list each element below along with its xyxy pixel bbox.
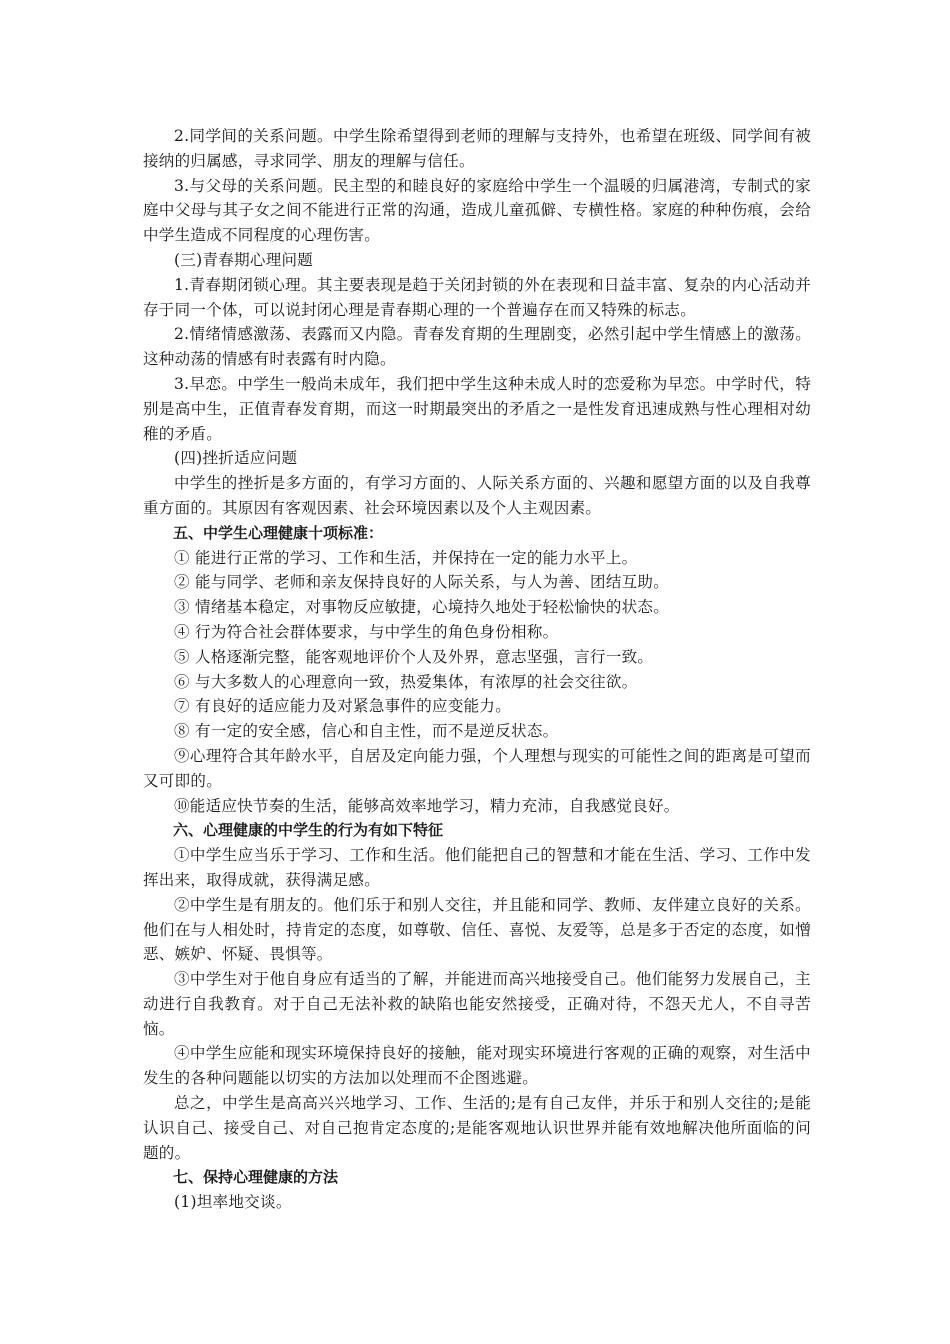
section-heading: 七、保持心理健康的方法 (173, 1168, 339, 1187)
section-heading: 五、中学生心理健康十项标准： (173, 523, 384, 542)
paragraph: 2.同学间的关系问题。中学生除希望得到老师的理解与支持外，也希望在班级、同学间有被接纳的归属感，寻求同学、朋友的理解与信任。 (143, 127, 811, 170)
list-item: ⑤ 人格逐渐完整，能客观地评价个人及外界，意志坚强，言行一致。 (174, 647, 654, 666)
paragraph: 2.情绪情感激荡、表露而又内隐。青春发育期的生理剧变，必然引起中学生情感上的激荡。这种动荡的情感有时表露有时内隐。 (143, 325, 811, 369)
list-item: ②中学生是有朋友的。他们乐于和别人交往，并且能和同学、教师、友伴建立良好的关系。他们在与人相处时，持肯定的态度，如尊敬、信任、喜悦、友爱等，总是多于否定的态度，如憎恶、嫉妒、怀疑、畏惧等。 (143, 895, 811, 964)
paragraph: 总之，中学生是高高兴兴地学习、工作、生活的;是有自己友伴，并乐于和别人交往的;是能认识自己、接受自己、对自己抱肯定态度的;是能客观地认识世界并能有效地解决他所面临的问题的。 (143, 1094, 811, 1162)
list-item: ⑥ 与大多数人的心理意向一致，热爱集体，有浓厚的社会交往欲。 (174, 672, 638, 691)
paragraph: 3.早恋。中学生一般尚未成年，我们把中学生这种未成人时的恋爱称为早恋。中学时代，特别是高中生，正值青春发育期，而这一时期最突出的矛盾之一是性发育迅速成熟与性心理相对幼稚的矛盾。 (143, 374, 811, 443)
list-item: ④ 行为符合社会群体要求，与中学生的角色身份相称。 (174, 622, 559, 641)
list-item: ① 能进行正常的学习、工作和生活，并保持在一定的能力水平上。 (174, 548, 638, 567)
list-item: ⑧ 有一定的安全感，信心和自主性，而不是逆反状态。 (174, 722, 559, 741)
list-item: ④中学生应能和现实环境保持良好的接触，能对现实环境进行客观的正确的观察，对生活中发生的各种问题能以切实的方法加以处理而不企图逃避。 (143, 1044, 811, 1088)
paragraph: 3.与父母的关系问题。民主型的和睦良好的家庭给中学生一个温暖的归属港湾，专制式的家庭中父母与其子女之间不能进行正常的沟通，造成儿童孤僻、专横性格。家庭的种种伤痕，会给中学生造成不同程度的心理伤害。 (143, 176, 811, 245)
paragraph: 中学生的挫折是多方面的，有学习方面的、人际关系方面的、兴趣和愿望方面的以及自我尊重方面的。其原因有客观因素、社会环境因素以及个人主观因素。 (143, 474, 811, 517)
list-item: (1)坦率地交谈。 (174, 1193, 292, 1212)
section-subheading: (三)青春期心理问题 (174, 250, 314, 269)
list-item: ③中学生对于他自身应有适当的了解，并能进而高兴地接受自己。他们能努力发展自己，主动进行自我教育。对于自己无法补救的缺陷也能安然接受，正确对待，不怨天尤人，不自寻苦恼。 (143, 970, 811, 1038)
list-item: ③ 情绪基本稳定，对事物反应敏捷，心境持久地处于轻松愉快的状态。 (174, 598, 670, 617)
section-subheading: (四)挫折适应问题 (174, 449, 298, 468)
list-item: ⑦ 有良好的适应能力及对紧急事件的应变能力。 (174, 697, 512, 716)
list-item: ② 能与同学、老师和亲友保持良好的人际关系，与人为善、团结互助。 (174, 573, 670, 592)
list-item: ⑩能适应快节奏的生活，能够高效率地学习，精力充沛，自我感觉良好。 (174, 796, 680, 815)
list-item: ①中学生应当乐于学习、工作和生活。他们能把自己的智慧和才能在生活、学习、工作中发挥出来，取得成就，获得满足感。 (143, 846, 811, 889)
paragraph: 1.青春期闭锁心理。其主要表现是趋于关闭封锁的外在表现和日益丰富、复杂的内心活动并存于同一个体，可以说封闭心理是青春期心理的一个普遍存在而又特殊的标志。 (143, 275, 811, 319)
document-page (143, 124, 811, 1215)
section-heading: 六、心理健康的中学生的行为有如下特征 (173, 821, 444, 840)
list-item: ⑨心理符合其年龄水平，自居及定向能力强，个人理想与现实的可能性之间的距离是可望而又可即的。 (143, 746, 811, 790)
